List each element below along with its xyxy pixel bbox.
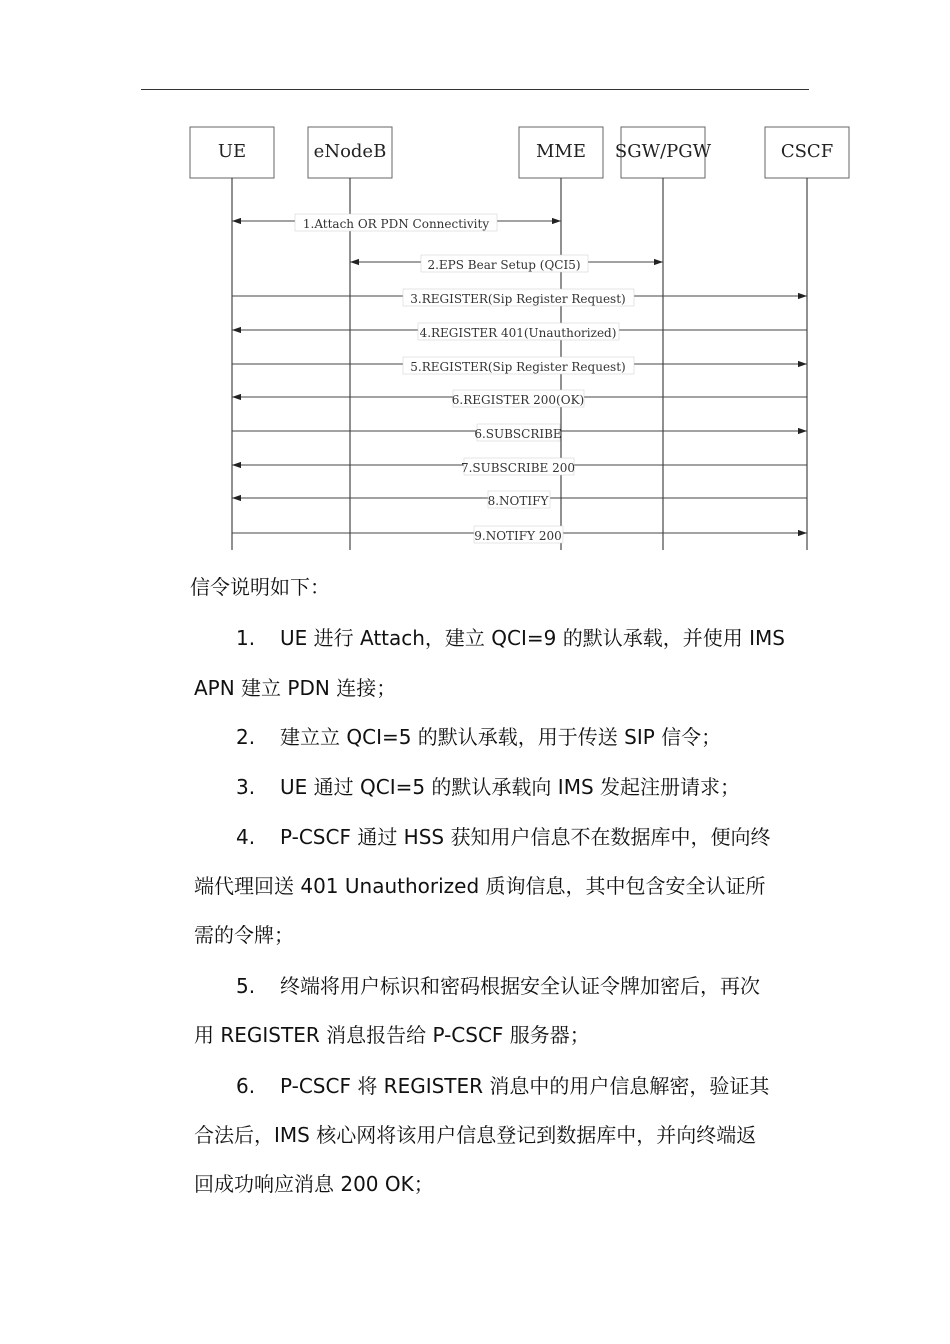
step-6-text: P-CSCF 将 REGISTER 消息中的用户信息解密，验证其 — [280, 1074, 770, 1098]
message-1 — [232, 214, 561, 231]
step-1-line-2: APN 建立 PDN 连接； — [194, 676, 397, 700]
step-5-number: 5. — [236, 974, 256, 998]
message-label-3: 3.REGISTER(Sip Register Request) — [410, 292, 626, 306]
step-2-line-1 — [236, 721, 721, 750]
message-7 — [232, 458, 807, 475]
entity-label-enodeb: eNodeB — [313, 141, 387, 162]
step-6-line-3: 回成功响应消息 200 OK； — [194, 1172, 434, 1196]
message-8 — [232, 491, 807, 508]
entity-sgw-pgw — [615, 127, 712, 178]
message-4 — [232, 323, 807, 340]
message-label-5: 5.REGISTER(Sip Register Request) — [410, 360, 626, 374]
message-label-8: 7.SUBSCRIBE 200 — [460, 461, 576, 475]
message-label-10: 9.NOTIFY 200 — [474, 529, 562, 543]
step-4-number: 4. — [236, 825, 256, 849]
message-label-1: 1.Attach OR PDN Connectivity — [302, 217, 490, 231]
message-label-9: 8.NOTIFY — [487, 494, 549, 508]
entity-label-ue: UE — [217, 141, 247, 162]
entity-label-cscf: CSCF — [780, 141, 834, 162]
step-6-number: 6. — [236, 1074, 256, 1098]
entity-label-sgw-pgw: SGW/PGW — [614, 141, 712, 162]
step-2-number: 2. — [236, 725, 256, 749]
message-label-6: 6.REGISTER 200(OK) — [451, 393, 585, 407]
step-3-text: UE 通过 QCI=5 的默认承载向 IMS 发起注册请求； — [280, 775, 740, 799]
entity-cscf — [765, 127, 849, 178]
step-1-line-1 — [236, 622, 785, 651]
step-4-line-2: 端代理回送 401 Unauthorized 质询信息，其中包含安全认证所 — [194, 874, 766, 898]
message-5 — [232, 357, 807, 374]
step-6-line-2: 合法后，IMS 核心网将该用户信息登记到数据库中，并向终端返 — [194, 1123, 757, 1147]
step-3-line-1 — [236, 771, 740, 800]
step-1-text: UE 进行 Attach，建立 QCI=9 的默认承载，并使用 IMS — [280, 626, 785, 650]
message-2 — [350, 255, 663, 272]
step-4-line-1 — [236, 821, 770, 850]
step-5-text: 终端将用户标识和密码根据安全认证令牌加密后，再次 — [280, 974, 760, 998]
entity-label-mme: MME — [535, 141, 587, 162]
entity-ue — [190, 127, 274, 178]
intro-text: 信令说明如下： — [190, 575, 330, 599]
step-1-number: 1. — [236, 626, 256, 650]
signaling-sequence-diagram — [0, 0, 950, 560]
step-5-line-1 — [236, 970, 760, 999]
step-4-text: P-CSCF 通过 HSS 获知用户信息不在数据库中，便向终 — [280, 825, 771, 849]
entity-enodeb — [308, 127, 392, 178]
step-3-number: 3. — [236, 775, 256, 799]
message-label-4: 4.REGISTER 401(Unauthorized) — [419, 326, 617, 340]
step-6-line-1 — [236, 1070, 769, 1099]
message-6 — [232, 390, 807, 407]
step-2-text: 建立立 QCI=5 的默认承载，用于传送 SIP 信令； — [280, 725, 722, 749]
message-label-7: 6.SUBSCRIBE — [474, 427, 562, 441]
step-5-line-2: 用 REGISTER 消息报告给 P-CSCF 服务器； — [194, 1023, 590, 1047]
message-3 — [232, 289, 807, 306]
entity-mme — [519, 127, 603, 178]
step-4-line-3: 需的令牌； — [194, 923, 294, 947]
message-9 — [232, 526, 807, 543]
message-6-subscribe — [232, 424, 807, 441]
message-label-2: 2.EPS Bear Setup (QCI5) — [427, 258, 581, 272]
